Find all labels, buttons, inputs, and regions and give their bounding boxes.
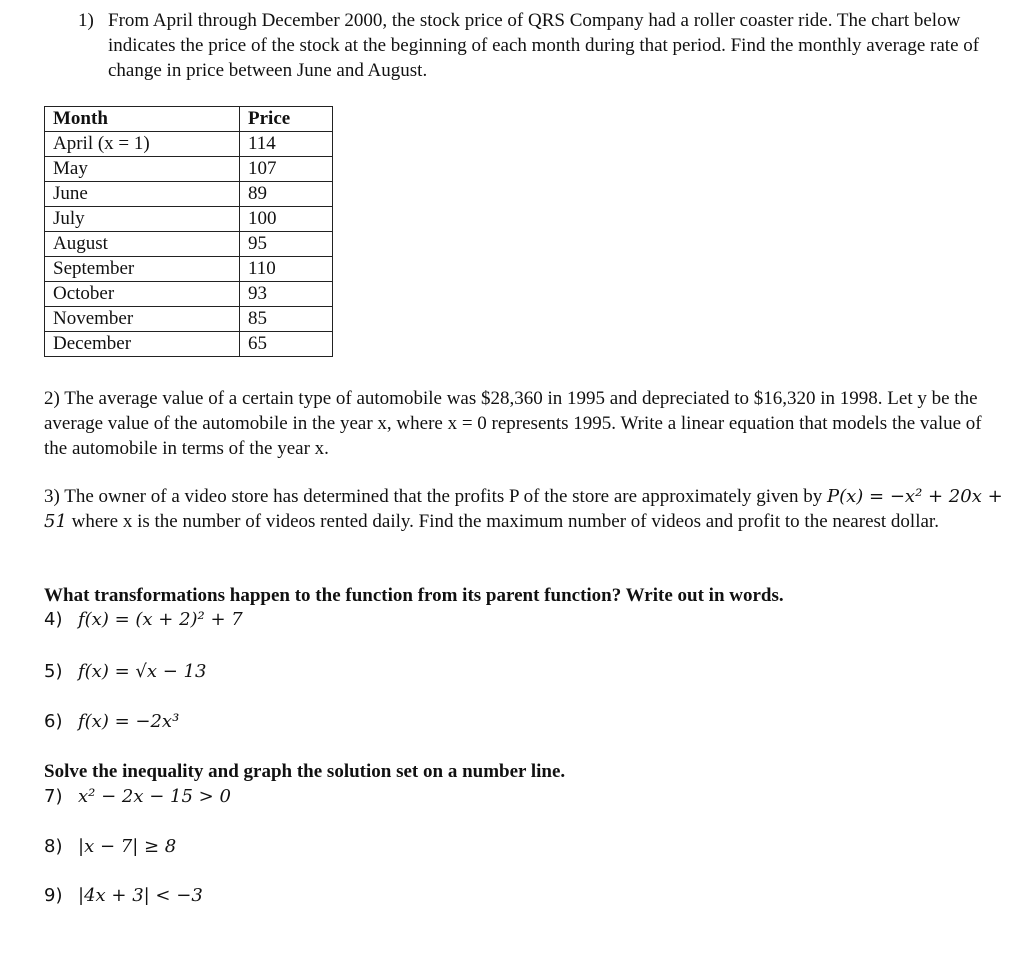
table-header-row: [45, 107, 333, 132]
stock-price-table: [44, 106, 333, 357]
table-row: [45, 257, 333, 282]
question-2-text: 2) The average value of a certain type of automobile was $28,360 in 1995 and depreciated to $16,320 in 1998. Let y be the average value of the automobile in the year x, where x = 0 represents 1995. Write a linear equation that models the value of the automobile in terms of the year x.: [44, 388, 982, 459]
question-number: 8): [44, 836, 63, 857]
header-price: Price: [240, 107, 333, 132]
price-cell: 85: [240, 307, 333, 332]
month-cell: August: [45, 232, 240, 257]
month-cell: October: [45, 282, 240, 307]
header-month: Month: [45, 107, 240, 132]
question-3-intro: 3) The owner of a video store has determined that the profits P of the store are approximately given by: [44, 486, 823, 507]
function-expression: f(x) = (x + 2)² + 7: [78, 609, 243, 630]
price-cell: 107: [240, 157, 333, 182]
price-cell: 114: [240, 132, 333, 157]
month-cell: July: [45, 207, 240, 232]
inequality-expression: |x − 7| ≥ 8: [78, 836, 177, 857]
inequality-expression: x² − 2x − 15 > 0: [78, 786, 231, 807]
inequality-expression: |4x + 3| < −3: [78, 885, 203, 906]
question-1: [78, 8, 998, 83]
table-row: [45, 307, 333, 332]
transformations-heading: What transformations happen to the function from its parent function? Write out in words.: [44, 585, 784, 606]
table-row: [45, 332, 333, 357]
profit-formula: P(x) = −x² + 20x + 51: [44, 486, 1003, 532]
question-number: 4): [44, 609, 63, 630]
month-cell: December: [45, 332, 240, 357]
question-3-rest: where x is the number of videos rented daily. Find the maximum number of videos and profit to the nearest dollar.: [66, 511, 939, 532]
question-1-text: From April through December 2000, the stock price of QRS Company had a roller coaster ride. The chart below indicates the price of the stock at the beginning of each month during that period. Find the monthly average rate of change in price between June and August.: [108, 10, 980, 81]
month-cell: April (x = 1): [45, 132, 240, 157]
price-cell: 110: [240, 257, 333, 282]
question-6: [44, 710, 179, 734]
question-3: [44, 484, 1004, 534]
month-cell: September: [45, 257, 240, 282]
price-cell: 89: [240, 182, 333, 207]
price-cell: 100: [240, 207, 333, 232]
month-cell: May: [45, 157, 240, 182]
question-number: 9): [44, 885, 63, 906]
table-row: [45, 157, 333, 182]
table-row: [45, 232, 333, 257]
price-cell: 65: [240, 332, 333, 357]
question-number: 7): [44, 786, 63, 807]
table-row: [45, 132, 333, 157]
question-number: 6): [44, 711, 63, 732]
question-9: [44, 884, 203, 908]
question-5: [44, 660, 206, 684]
table-row: [45, 182, 333, 207]
month-cell: November: [45, 307, 240, 332]
table-row: [45, 282, 333, 307]
question-4: [44, 608, 243, 632]
function-expression: f(x) = √x − 13: [78, 661, 207, 682]
month-cell: June: [45, 182, 240, 207]
question-1-number: 1): [78, 10, 94, 31]
price-cell: 95: [240, 232, 333, 257]
question-8: [44, 835, 176, 859]
inequality-heading: Solve the inequality and graph the solution set on a number line.: [44, 761, 566, 782]
table-row: [45, 207, 333, 232]
price-cell: 93: [240, 282, 333, 307]
function-expression: f(x) = −2x³: [78, 711, 180, 732]
question-number: 5): [44, 661, 63, 682]
question-7: [44, 785, 231, 809]
